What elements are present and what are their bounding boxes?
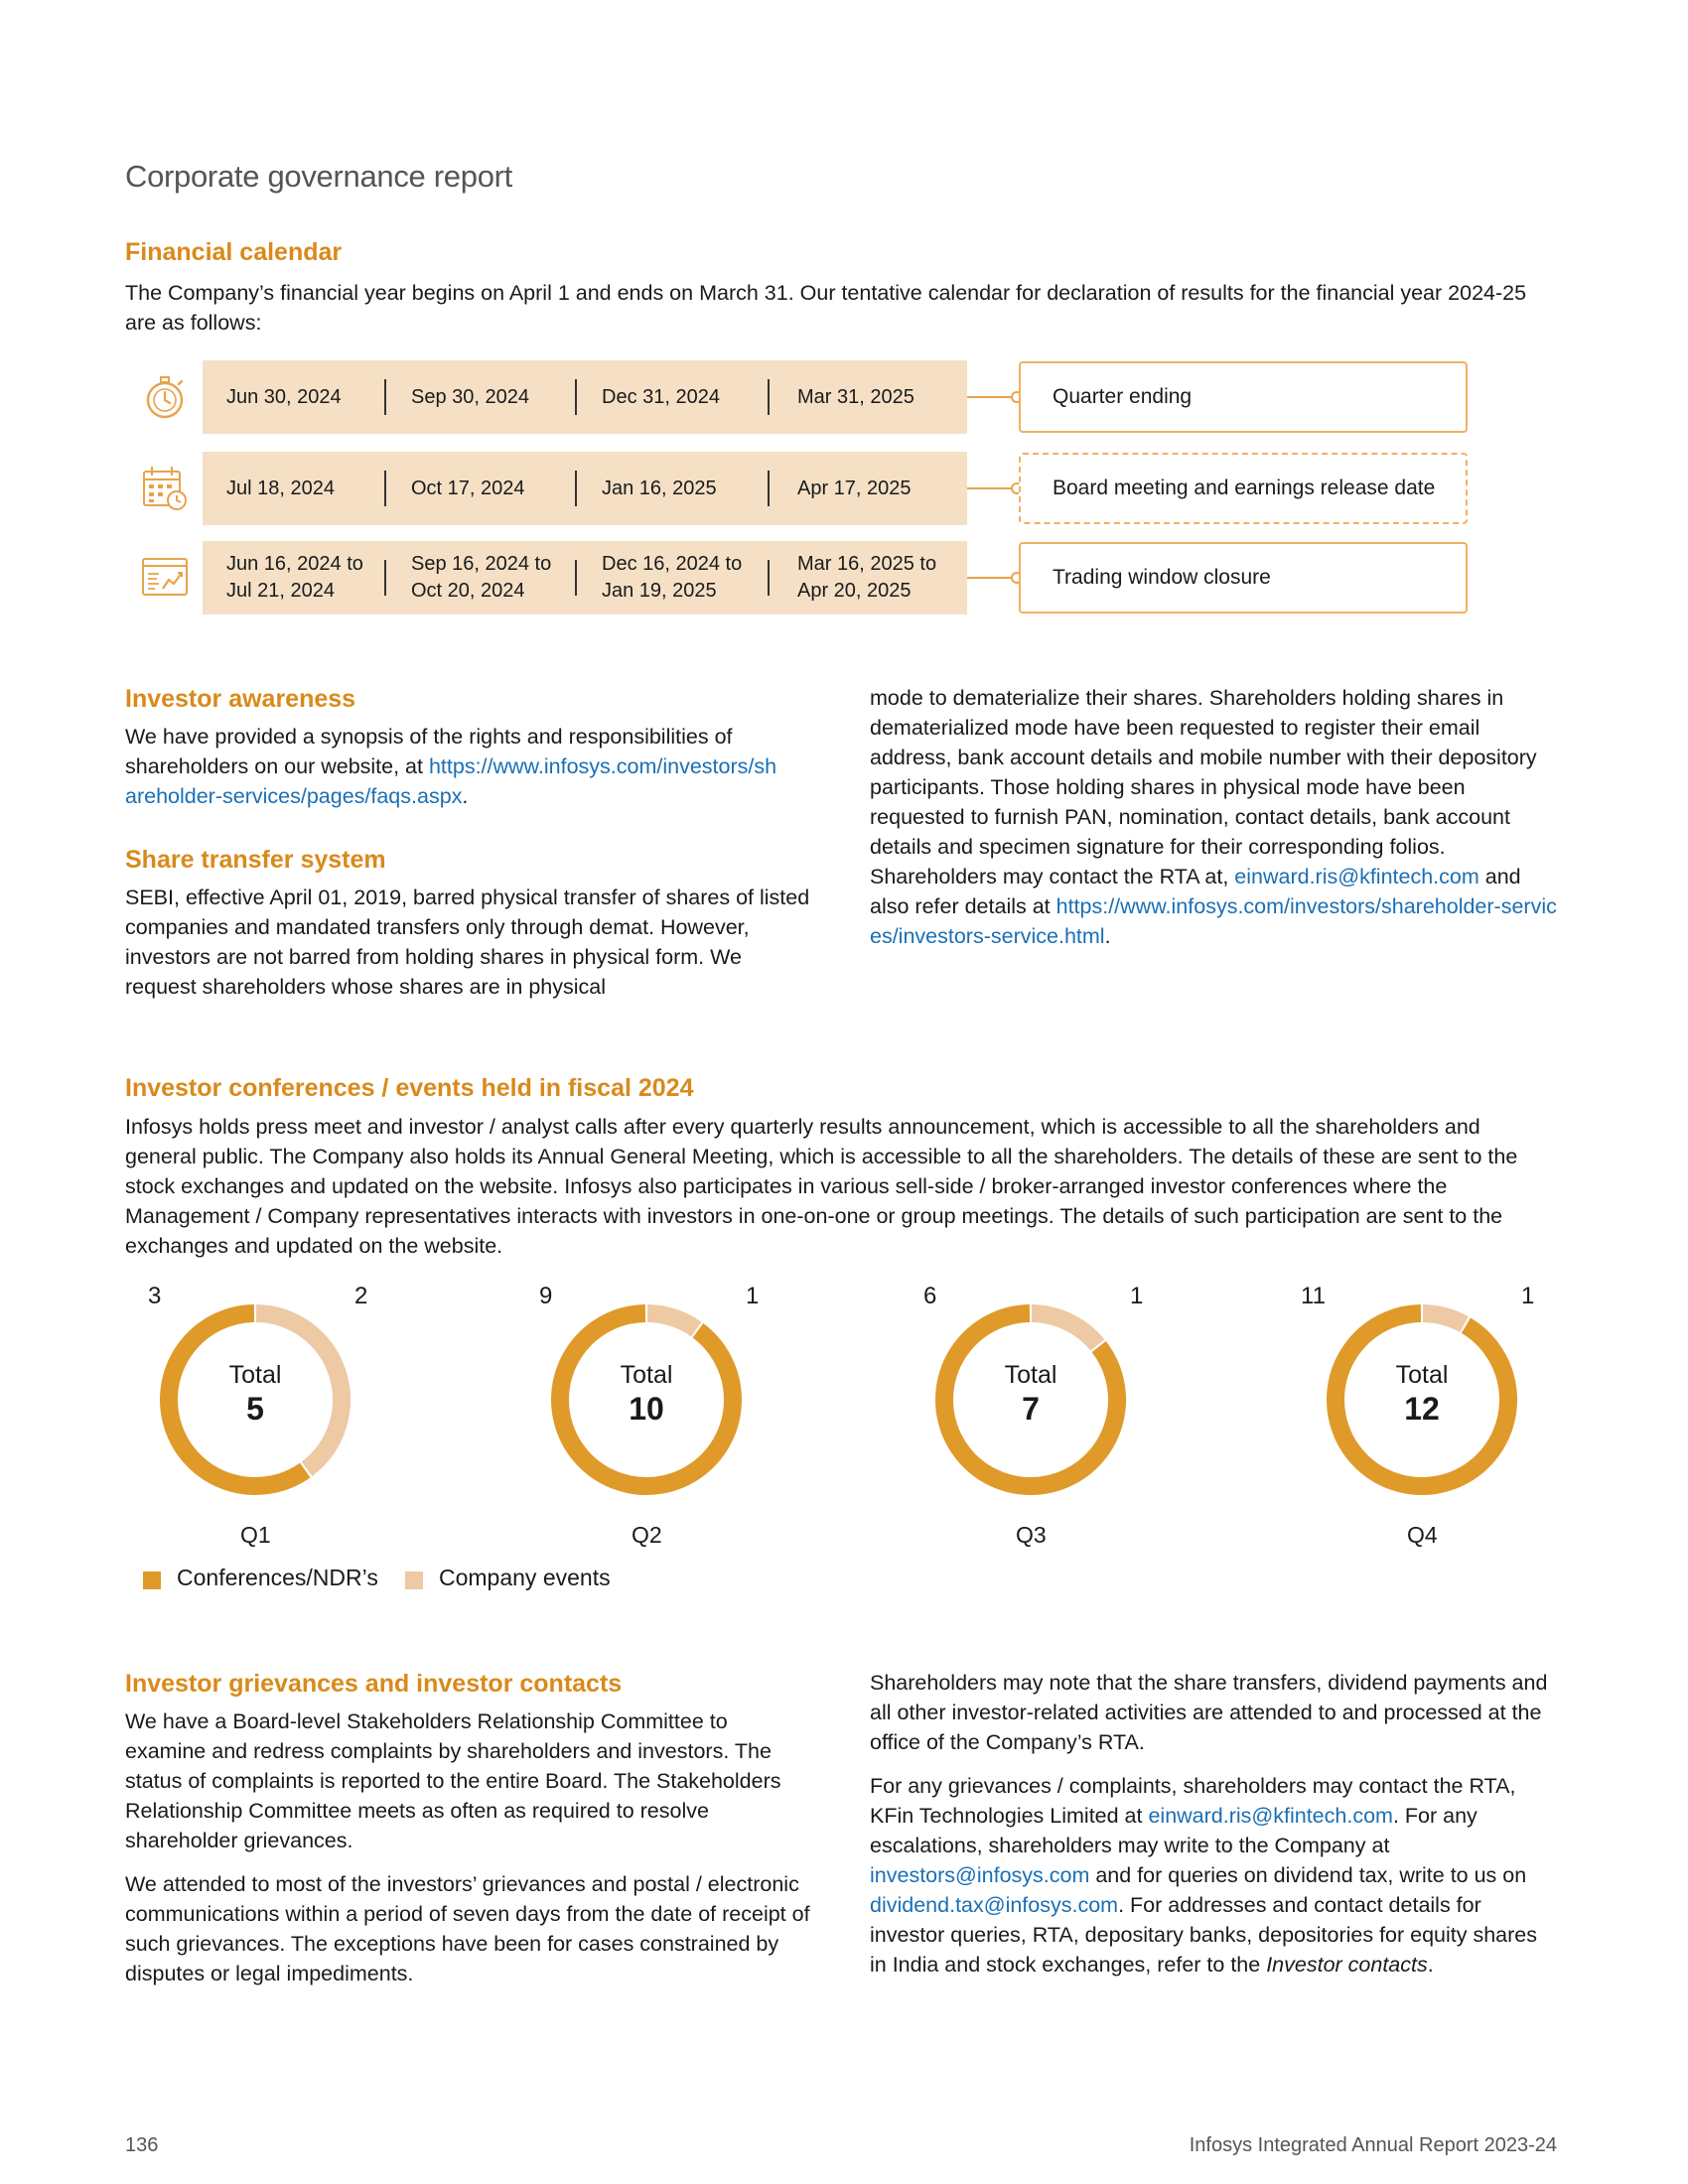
investor-awareness-body: We have provided a synopsis of the rights and responsibilities of shareholders on our website, at [125,725,733,778]
calendar-date [226,452,335,525]
grievances-p2: We attended to most of the investors’ grievances and postal / electronic communications within a period of seven days from the date of receipt of such grievances. The exceptions have been for cases constrained by disputes or legal impediments. [125,1872,810,1985]
calendar-separator [575,471,577,506]
calendar-row [203,452,967,525]
calendar-date-line: Jun 16, 2024 to [226,553,363,575]
donut-total [1352,1360,1491,1428]
grievances-heading: Investor grievances and investor contacts [125,1670,623,1698]
calendar-row [203,541,967,614]
calendar-separator [384,379,386,415]
donut-value-company-events: 1 [1130,1283,1144,1309]
donut-value-company-events: 1 [746,1283,760,1309]
grievances-p4-a: For any grievances / complaints, shareholders may contact the RTA, KFin Technologies Limited at [870,1774,1516,1828]
calendar-date [411,360,529,434]
donut-total-value: 10 [629,1391,664,1427]
financial-calendar-intro: The Company’s financial year begins on April 1 and ends on March 31. Our tentative calendar for declaration of results for the financial year 2024-25 are as follows: [125,281,1527,335]
investors-service-link[interactable]: https://www.infosys.com/investors/shareholder-services/investors-service.html [870,894,1557,948]
grievances-p4 [870,1771,1559,1979]
donut-total-label: Total [620,1361,673,1389]
calendar-separator [768,471,770,506]
stopwatch-icon [139,371,191,428]
calendar-date-line: Mar 16, 2025 to [797,553,937,575]
calendar-date-line: Jun 30, 2024 [226,385,342,408]
grievances-p4-d: . For addresses and contact details for investor queries, RTA, depositary banks, depositories for equity shares in India and stock exchanges, refer to the [870,1893,1538,1977]
calendar-separator [384,560,386,596]
donut-total-value: 7 [1022,1391,1040,1427]
calendar-date [602,360,720,434]
calendar-row-label: Quarter ending [1019,361,1468,433]
calendar-date-line: Mar 31, 2025 [797,385,914,408]
donut-total [186,1360,325,1428]
financial-calendar-heading: Financial calendar [125,238,343,266]
donut-total-value: 5 [246,1391,264,1427]
share-transfer-heading: Share transfer system [125,846,386,874]
donut-total-label: Total [1395,1361,1449,1389]
donut-value-conferences: 6 [923,1283,937,1309]
calendar-row-label: Trading window closure [1019,542,1468,614]
calendar-row [203,360,967,434]
grievances-right [870,1668,1559,1993]
donut-value-conferences: 3 [148,1283,162,1309]
calendar-date [797,541,936,614]
donut-total [961,1360,1100,1428]
conferences-heading: Investor conferences / events held in fiscal 2024 [125,1074,694,1102]
calendar-separator [768,560,770,596]
legend-swatch [405,1571,423,1589]
calendar-date [602,541,742,614]
calendar-icon [139,463,191,519]
page-title: Corporate governance report [125,159,512,194]
share-transfer-body: mode to dematerialize their shares. Shareholders holding shares in dematerialized mode have been requested to register their email address, bank account details and mobile number with their depository participants. Those holding shares in physical mode have been requested to furnish PAN, nomination, contact details, bank account details and specimen signature for their corresponding folios. Shareholders may contact the RTA at, [870,686,1537,888]
faqs-link[interactable]: https://www.infosys.com/investors/shareholder-services/pages/faqs.aspx [125,754,777,808]
calendar-separator [768,379,770,415]
investor-awareness-end: . [462,784,469,808]
dividend-tax-email-link[interactable]: dividend.tax@infosys.com [870,1893,1119,1917]
calendar-date-line: Sep 16, 2024 to [411,553,552,575]
calendar-date [226,360,342,434]
donut-total-value: 12 [1404,1391,1440,1427]
calendar-date-line: Jan 16, 2025 [602,477,717,499]
page-number: 136 [125,2134,159,2156]
grievances-p4-e: . [1427,1953,1434,1977]
donut-value-conferences: 9 [539,1283,553,1309]
donut-total [577,1360,716,1428]
calendar-date [602,452,717,525]
investors-email-link[interactable]: investors@infosys.com [870,1863,1090,1887]
trading-chart-icon [139,552,191,609]
donut-slice-company-events [647,1313,696,1329]
donut-category-label: Q4 [1407,1522,1438,1548]
conferences-text: Infosys holds press meet and investor / analyst calls after every quarterly results announcement, which is accessible to all the shareholders and general public. The Company also holds its Annual General Meeting, which is accessible to all the shareholders. The details of these are sent to the stock exchanges and updated on the website. Infosys also participates in various sell-side / broker-arranged investor conferences where the Management / Company representatives interacts with investors in one-on-one or group meetings. The details of such participation are sent to the exchanges and updated on the website. [125,1115,1518,1258]
calendar-date [797,360,914,434]
grievances-p4-b: . For any escalations, shareholders may write to the Company at [870,1804,1477,1857]
calendar-date-line: Oct 20, 2024 [411,580,525,602]
donut-slice-company-events [1032,1313,1097,1345]
investor-contacts-reference: Investor contacts [1266,1953,1428,1977]
calendar-date-line: Jul 18, 2024 [226,477,335,499]
legend-swatch [143,1571,161,1589]
donut-category-label: Q2 [632,1522,662,1548]
rta-email-link-2[interactable]: einward.ris@kfintech.com [1148,1804,1393,1828]
calendar-date-line: Jul 21, 2024 [226,580,335,602]
investor-awareness-heading: Investor awareness [125,685,356,713]
calendar-date-line: Apr 17, 2025 [797,477,912,499]
share-transfer-text-left: SEBI, effective April 01, 2019, barred physical transfer of shares of listed companies and mandated transfers only through demat. However, investors are not barred from holding shares in physical form. We request shareholders whose shares are in physical [125,886,810,999]
investor-awareness-text [125,722,780,811]
calendar-date [411,541,551,614]
legend-label: Conferences/NDR’s [177,1565,378,1590]
calendar-date-line: Oct 17, 2024 [411,477,525,499]
calendar-date-line: Jan 19, 2025 [602,580,717,602]
grievances-p4-c: and for queries on dividend tax, write to us on [1089,1863,1527,1887]
grievances-p3: Shareholders may note that the share transfers, dividend payments and all other investor-related activities are attended to and processed at the office of the Company’s RTA. [870,1671,1548,1754]
rta-email-link[interactable]: einward.ris@kfintech.com [1234,865,1479,888]
calendar-date-line: Apr 20, 2025 [797,580,912,602]
legend-label: Company events [439,1565,611,1590]
calendar-separator [384,471,386,506]
donut-slice-company-events [1423,1313,1465,1324]
calendar-date-line: Dec 16, 2024 to [602,553,743,575]
report-name: Infosys Integrated Annual Report 2023-24 [1189,2134,1557,2156]
calendar-row-label: Board meeting and earnings release date [1019,453,1468,524]
calendar-date [411,452,525,525]
share-transfer-body-2: and also refer details at [870,865,1521,918]
calendar-date [797,452,912,525]
grievances-left [125,1706,810,2002]
donut-value-conferences: 11 [1301,1283,1326,1309]
donut-total-label: Total [1004,1361,1057,1389]
calendar-date-line: Dec 31, 2024 [602,385,720,408]
calendar-separator [575,560,577,596]
donut-category-label: Q3 [1016,1522,1047,1548]
calendar-separator [575,379,577,415]
donut-category-label: Q1 [240,1522,271,1548]
calendar-date [226,541,363,614]
donut-total-label: Total [228,1361,282,1389]
calendar-date-line: Sep 30, 2024 [411,385,529,408]
grievances-p1: We have a Board-level Stakeholders Relationship Committee to examine and redress complaints by shareholders and investors. The status of complaints is reported to the entire Board. The Stakeholders Relationship Committee meets as often as required to resolve shareholder grievances. [125,1709,781,1852]
donut-value-company-events: 2 [354,1283,368,1309]
share-transfer-text-right [870,683,1557,951]
donut-value-company-events: 1 [1521,1283,1535,1309]
share-transfer-end: . [1104,924,1111,948]
